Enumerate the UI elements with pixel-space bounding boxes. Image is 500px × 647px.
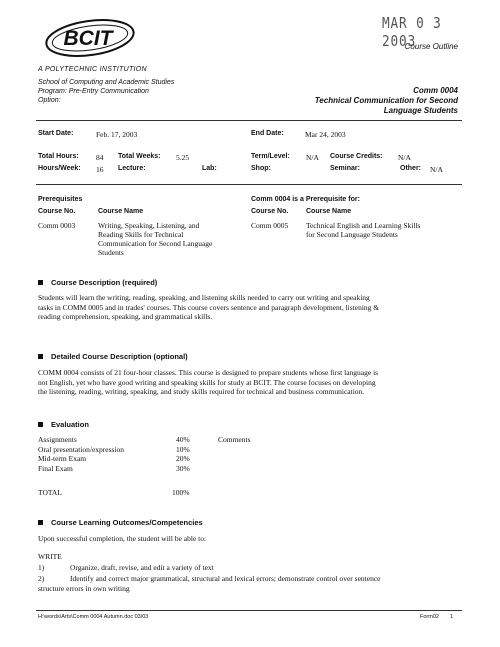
total-hours-value: 84 [96, 153, 104, 162]
prereq-course-name-header: Course Name [98, 208, 144, 215]
total-weeks-value: 5.25 [176, 153, 190, 162]
program-name: Program: Pre-Entry Communication [38, 88, 149, 95]
course-title-line1: Technical Communication for Second [314, 96, 458, 105]
received-date-stamp: MAR 0 3 2003 [382, 14, 442, 50]
outcome-number: 1) [38, 563, 45, 572]
course-heading [315, 86, 458, 116]
course-description-heading [38, 278, 157, 287]
seminar-label: Seminar: [330, 165, 360, 172]
evaluation-total-label: TOTAL [38, 488, 62, 497]
total-hours-label: Total Hours: [38, 153, 79, 160]
section-title: Evaluation [51, 420, 89, 429]
write-label: WRITE [38, 552, 62, 561]
evaluation-heading [38, 420, 89, 429]
prereq-course-name-line: Communication for Second Language [98, 239, 213, 248]
term-level-value: N/A [306, 153, 319, 162]
bcit-logo [38, 16, 138, 62]
detailed-description-text [38, 368, 462, 397]
prereq-for-course-name-line: Technical English and Learning Skills [306, 221, 421, 230]
institution-tagline: A POLYTECHNIC INSTITUTION [38, 66, 147, 73]
evaluation-percent: 40% [176, 435, 190, 444]
lab-label: Lab: [202, 165, 217, 172]
paragraph-line: not English, yet who have good writing and speaking skills for study at BCIT. The course focuses on developing [38, 377, 376, 387]
bullet-icon [38, 422, 43, 427]
detailed-description-heading [38, 352, 188, 361]
other-label: Other: [400, 165, 421, 172]
prereq-for-course-no: Comm 0005 [251, 221, 289, 230]
divider [36, 184, 462, 185]
school-name: School of Computing and Academic Studies [38, 79, 175, 86]
school-info [38, 78, 174, 105]
other-value: N/A [430, 165, 443, 174]
prereq-course-name [98, 221, 212, 257]
evaluation-total-percent: 100% [172, 488, 190, 497]
option-label: Option: [38, 97, 61, 104]
footer-divider [36, 610, 462, 611]
section-title: Course Description (required) [51, 278, 158, 287]
evaluation-percentages [176, 435, 190, 473]
bullet-icon [38, 520, 43, 525]
paragraph-line: tasks in COMM 0005 and in trades' courses. This course covers sentence and paragraph development, listening & [38, 302, 380, 312]
hours-per-week-value: 16 [96, 165, 104, 174]
outcome-text: Organize, draft, revise, and edit a variety of text [70, 563, 214, 572]
prerequisites-heading: Prerequisites [38, 196, 83, 203]
prereq-course-no-header: Course No. [38, 208, 76, 215]
evaluation-percent: 30% [176, 463, 190, 473]
footer-page-number: 1 [450, 614, 454, 620]
footer-file-path: H:\words\Arts\Comm 0004 Autumn.doc 03/03 [38, 614, 149, 620]
document-type: Course Outline [404, 42, 458, 51]
outcomes-intro: Upon successful completion, the student will be able to: [38, 534, 207, 543]
hours-per-week-label: Hours/Week: [38, 165, 81, 172]
prereq-for-course-name [306, 221, 420, 239]
footer-form-id: Form02 [420, 614, 439, 620]
prereq-course-no: Comm 0003 [38, 221, 76, 230]
course-description-text [38, 293, 462, 322]
section-title: Course Learning Outcomes/Competencies [51, 518, 203, 527]
prereq-course-name-line: Writing, Speaking, Listening, and [98, 221, 200, 230]
prereq-for-course-no-header: Course No. [251, 208, 289, 215]
end-date-value: Mar 24, 2003 [305, 130, 346, 139]
evaluation-items [38, 435, 124, 473]
learning-outcomes-heading [38, 518, 203, 527]
outcome-text: Identify and correct major grammatical, structural and lexical errors; demonstrate control over sentence [70, 574, 381, 583]
evaluation-percent: 20% [176, 454, 190, 463]
evaluation-item: Mid-term Exam [38, 454, 87, 463]
course-code: Comm 0004 [413, 86, 458, 95]
course-credits-label: Course Credits: [330, 153, 383, 160]
course-credits-value: N/A [398, 153, 411, 162]
prereq-course-name-line: Students [98, 248, 124, 257]
outcome-continuation: structure errors in own writing [38, 584, 130, 593]
evaluation-item: Oral presentation/expression [38, 444, 125, 454]
paragraph-line: the listening, reading, writing, speaking, and study skills required for technical and business communication. [38, 387, 365, 396]
prereq-for-course-name-header: Course Name [306, 208, 352, 215]
lecture-label: Lecture: [118, 165, 146, 172]
paragraph-line: reading comprehension, speaking, and grammatical skills. [38, 312, 213, 321]
prerequisite-for-heading: Comm 0004 is a Prerequisite for: [251, 196, 360, 203]
prereq-for-course-name-line: for Second Language Students [306, 230, 398, 239]
shop-label: Shop: [251, 165, 271, 172]
bullet-icon [38, 354, 43, 359]
evaluation-item: Assignments [38, 435, 77, 444]
outcome-number: 2) [38, 574, 45, 583]
start-date-label: Start Date: [38, 130, 74, 137]
divider [36, 120, 462, 121]
section-title: Detailed Course Description (optional) [51, 352, 188, 361]
paragraph-line: Students will learn the writing, reading, speaking, and listening skills needed to carry out writing and speaking [38, 293, 370, 302]
end-date-label: End Date: [251, 130, 284, 137]
evaluation-item: Final Exam [38, 463, 73, 473]
evaluation-comments-label: Comments [218, 435, 251, 444]
paragraph-line: COMM 0004 consists of 21 four-hour classes. This course is designed to prepare students whose first language is [38, 368, 379, 377]
start-date-value: Feb. 17, 2003 [96, 130, 138, 139]
total-weeks-label: Total Weeks: [118, 153, 161, 160]
term-level-label: Term/Level: [251, 153, 290, 160]
course-title-line2: Language Students [383, 106, 458, 115]
bullet-icon [38, 280, 43, 285]
logo-text: BCIT [63, 27, 113, 50]
prereq-course-name-line: Reading Skills for Technical [98, 230, 184, 239]
evaluation-percent: 10% [176, 444, 190, 454]
